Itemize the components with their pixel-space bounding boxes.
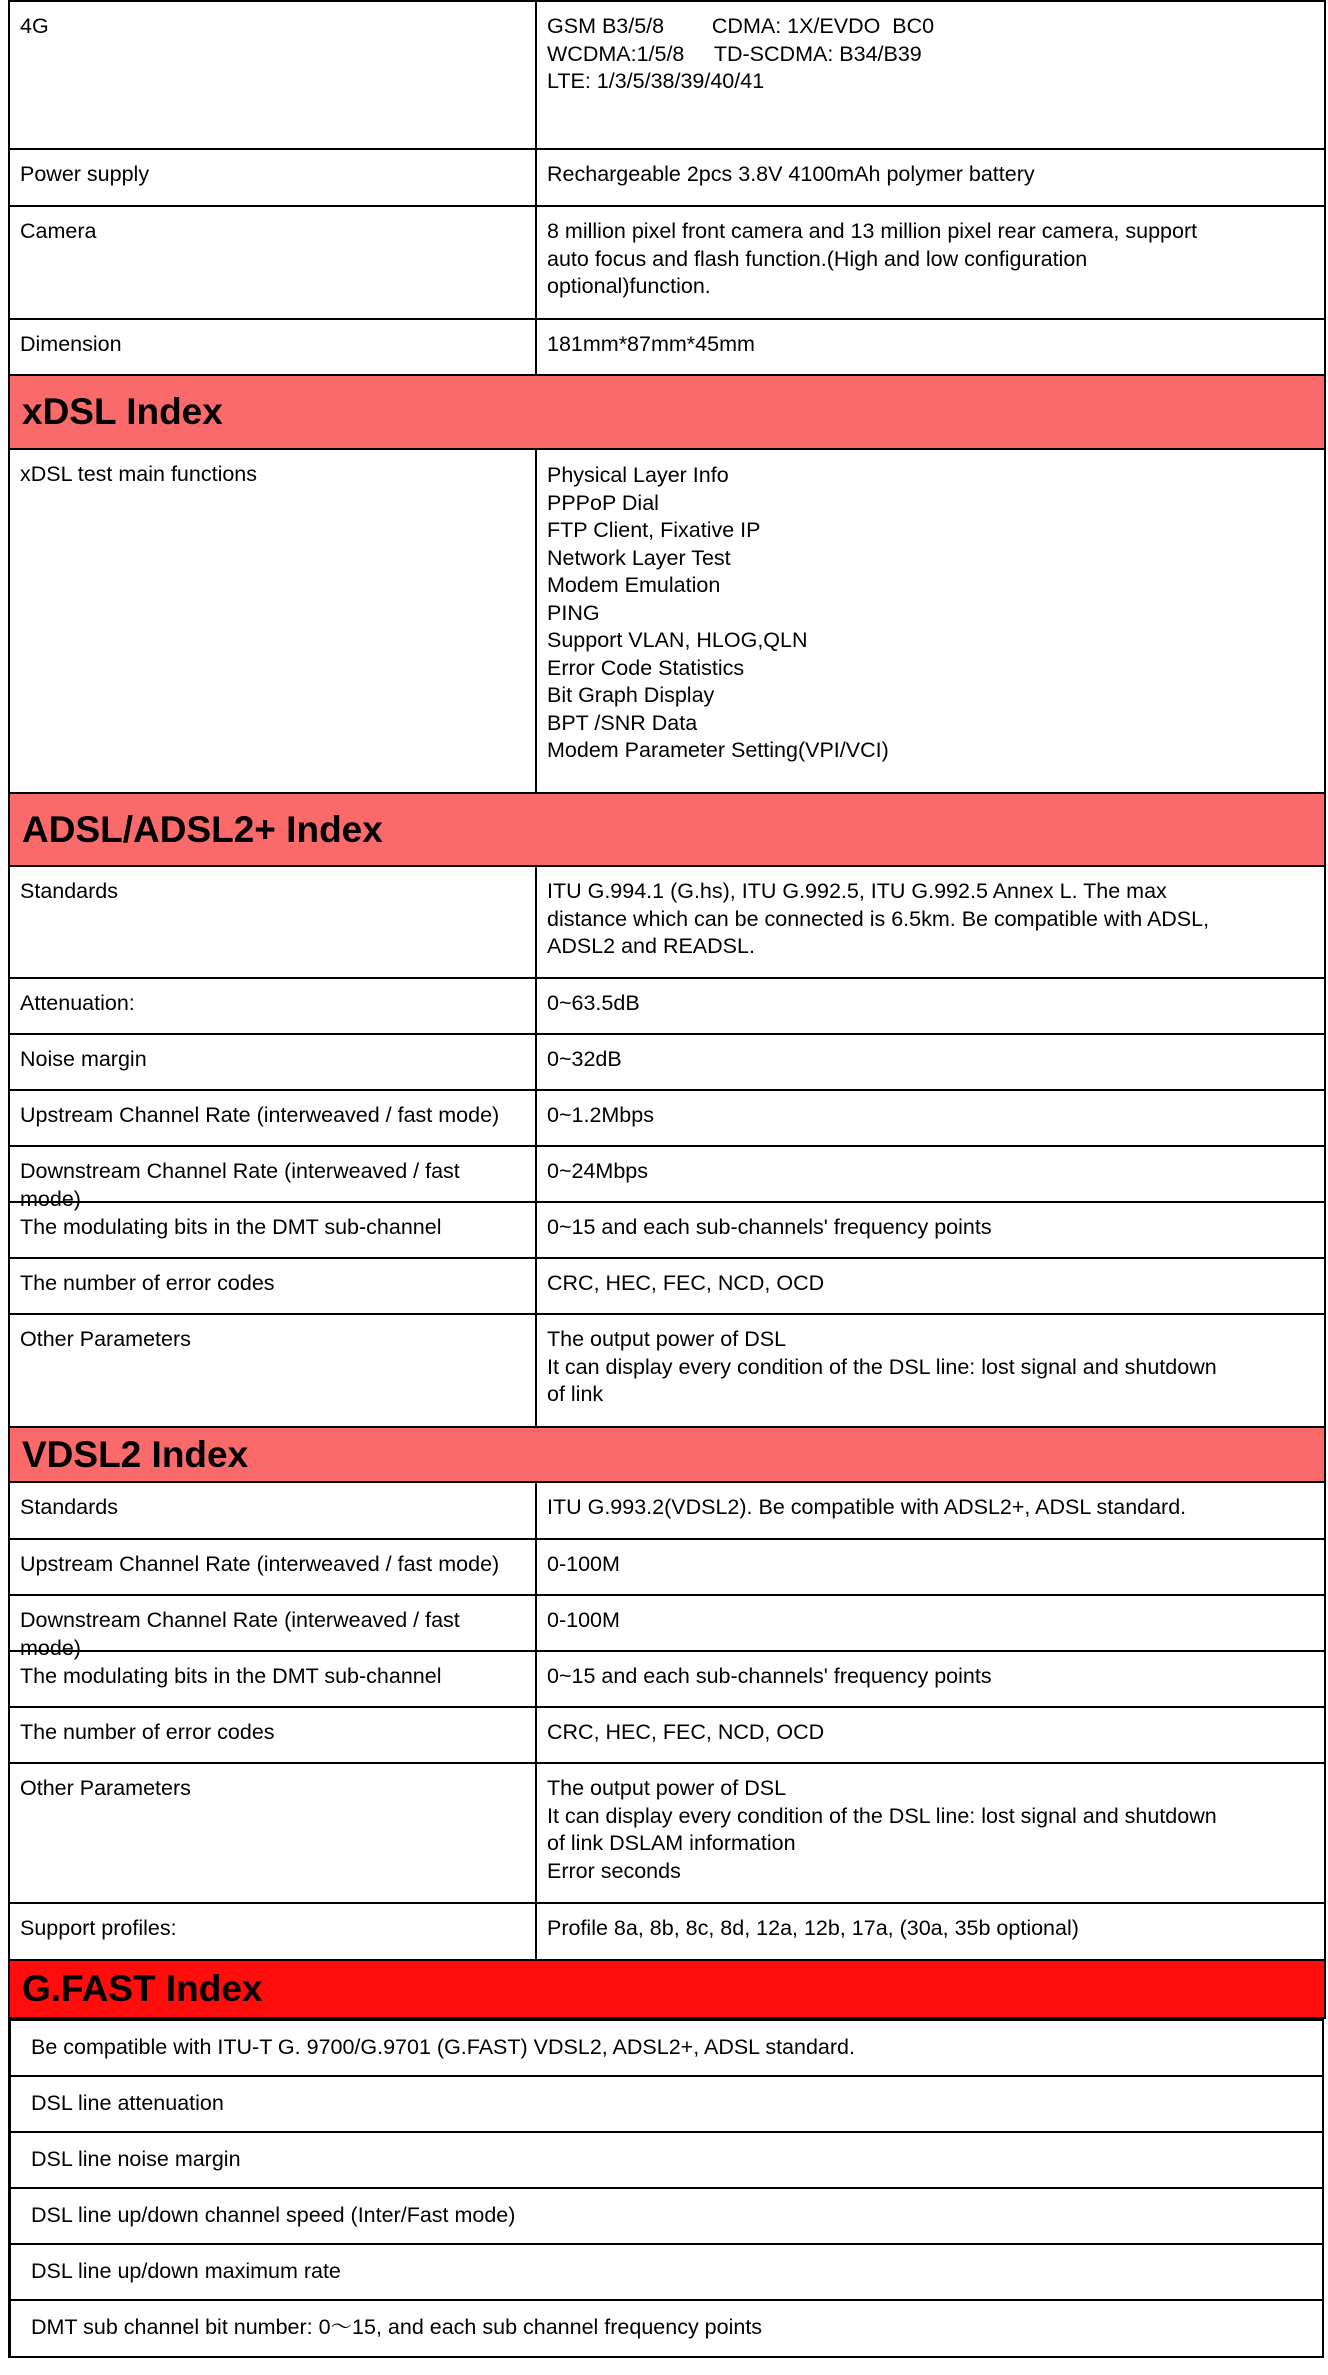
section-title: ADSL/ADSL2+ Index: [9, 793, 1325, 866]
function-item: PING: [547, 600, 600, 625]
value-line: of link: [547, 1382, 604, 1406]
gfast-row: [10, 2244, 1324, 2300]
row-label: xDSL test main functions: [9, 449, 536, 793]
row-label: Noise margin: [9, 1034, 536, 1090]
spec-row-vdsl-profiles: [9, 1903, 1325, 1960]
spec-row-adsl-attenuation: [9, 978, 1325, 1034]
value-line: GSM B3/5/8 CDMA: 1X/EVDO BC0: [547, 14, 935, 38]
value-line: Error seconds: [547, 1858, 681, 1883]
function-item: Modem Emulation: [547, 573, 721, 597]
section-header-gfast: [9, 1960, 1325, 2018]
value-line: auto focus and flash function.(High and low configuration: [547, 246, 1088, 271]
row-label: [9, 1090, 536, 1146]
spec-row-xdsl-functions: [9, 449, 1325, 793]
row-label: Standards: [9, 866, 536, 978]
spec-table: [8, 0, 1326, 2019]
function-item: Error Code Statistics: [547, 655, 745, 680]
row-label: Support profiles:: [9, 1903, 536, 1960]
row-label: The number of error codes: [9, 1258, 536, 1314]
row-label: The modulating bits in the DMT sub-channel: [9, 1202, 536, 1258]
value-line: of link DSLAM information: [547, 1831, 796, 1855]
row-label: The number of error codes: [9, 1707, 536, 1763]
value-line: It can display every condition of the DSL line: lost signal and shutdown: [547, 1354, 1217, 1379]
value-line: LTE: 1/3/5/38/39/40/41: [547, 69, 765, 93]
row-value: 0-100M: [536, 1595, 1325, 1651]
spec-row-vdsl-downstream: [9, 1595, 1325, 1651]
spec-row-vdsl-dmt-bits: [9, 1651, 1325, 1707]
row-label: [9, 1146, 536, 1211]
gfast-table: [8, 2019, 1324, 2358]
row-label: Dimension: [9, 319, 536, 375]
gfast-item: DSL line up/down channel speed (Inter/Fast mode): [10, 2188, 1324, 2244]
function-item: BPT /SNR Data: [547, 710, 698, 735]
row-value: 0~15 and each sub-channels' frequency points: [536, 1202, 1325, 1258]
gfast-item: DSL line noise margin: [10, 2132, 1324, 2188]
row-value: 0~32dB: [536, 1034, 1325, 1090]
label-text: Downstream Channel Rate (interweaved / fast mode): [20, 1608, 460, 1660]
section-header-vdsl2: [9, 1427, 1325, 1482]
section-title: G.FAST Index: [9, 1960, 1325, 2018]
spec-row-vdsl-upstream: [9, 1539, 1325, 1595]
gfast-item: DSL line up/down maximum rate: [10, 2244, 1324, 2300]
gfast-row: [10, 2132, 1324, 2188]
section-header-xdsl: [9, 375, 1325, 449]
row-label: Standards: [9, 1482, 536, 1539]
value-line: It can display every condition of the DSL line: lost signal and shutdown: [547, 1803, 1217, 1828]
function-item: Modem Parameter Setting(VPI/VCI): [547, 738, 889, 762]
row-label: Power supply: [9, 149, 536, 206]
function-item: Network Layer Test: [547, 545, 731, 570]
row-label: [9, 1539, 536, 1595]
function-item: PPPoP Dial: [547, 490, 659, 515]
section-title: xDSL Index: [9, 375, 1325, 449]
gfast-item: Be compatible with ITU-T G. 9700/G.9701 (G.FAST) VDSL2, ADSL2+, ADSL standard.: [10, 2020, 1324, 2076]
gfast-row: [10, 2188, 1324, 2244]
row-label: Attenuation:: [9, 978, 536, 1034]
function-item: Bit Graph Display: [547, 683, 715, 707]
spec-row-adsl-upstream: [9, 1090, 1325, 1146]
value-line: optional)function.: [547, 274, 711, 298]
row-value: [536, 206, 1325, 319]
row-value: [536, 449, 1325, 793]
row-label: [9, 1595, 536, 1660]
row-label: Other Parameters: [9, 1763, 536, 1903]
row-value: 0~63.5dB: [536, 978, 1325, 1034]
spec-row-camera: [9, 206, 1325, 319]
row-value: Profile 8a, 8b, 8c, 8d, 12a, 12b, 17a, (30a, 35b optional): [536, 1903, 1325, 1960]
spec-row-adsl-other: [9, 1314, 1325, 1427]
row-value: [536, 1314, 1325, 1427]
spec-row-adsl-downstream: [9, 1146, 1325, 1202]
row-value: ITU G.993.2(VDSL2). Be compatible with ADSL2+, ADSL standard.: [536, 1482, 1325, 1539]
spec-row-adsl-standards: [9, 866, 1325, 978]
row-label: The modulating bits in the DMT sub-channel: [9, 1651, 536, 1707]
function-item: Support VLAN, HLOG,QLN: [547, 628, 808, 652]
gfast-item: DMT sub channel bit number: 0～15, and each sub channel frequency points: [10, 2300, 1324, 2357]
function-item: Physical Layer Info: [547, 463, 729, 487]
row-value: 0~15 and each sub-channels' frequency points: [536, 1651, 1325, 1707]
value-line: ADSL2 and READSL.: [547, 934, 755, 958]
row-label: Camera: [9, 206, 536, 319]
row-value: CRC, HEC, FEC, NCD, OCD: [536, 1258, 1325, 1314]
row-value: [536, 1763, 1325, 1903]
row-value: 0~24Mbps: [536, 1146, 1325, 1202]
row-value: Rechargeable 2pcs 3.8V 4100mAh polymer battery: [536, 149, 1325, 206]
label-text: Upstream Channel Rate (interweaved / fast mode): [20, 1103, 500, 1127]
value-line: distance which can be connected is 6.5km. Be compatible with ADSL,: [547, 906, 1210, 931]
spec-row-power-supply: [9, 149, 1325, 206]
spec-row-adsl-error-codes: [9, 1258, 1325, 1314]
row-value: [536, 866, 1325, 978]
spec-sheet: [8, 0, 1324, 2358]
spec-row-adsl-noise-margin: [9, 1034, 1325, 1090]
section-title: VDSL2 Index: [9, 1427, 1325, 1482]
value-line: WCDMA:1/5/8 TD-SCDMA: B34/B39: [547, 41, 922, 66]
row-value: 181mm*87mm*45mm: [536, 319, 1325, 375]
gfast-item: DSL line attenuation: [10, 2076, 1324, 2132]
row-label: 4G: [9, 1, 536, 149]
section-header-adsl: [9, 793, 1325, 866]
label-text: Downstream Channel Rate (interweaved / fast mode): [20, 1159, 460, 1211]
function-item: FTP Client, Fixative IP: [547, 518, 761, 542]
spec-row-vdsl-other: [9, 1763, 1325, 1903]
gfast-row: [10, 2300, 1324, 2357]
value-line: ITU G.994.1 (G.hs), ITU G.992.5, ITU G.992.5 Annex L. The max: [547, 879, 1167, 903]
row-value: [536, 1, 1325, 149]
spec-row-4g: [9, 1, 1325, 149]
spec-row-vdsl-error-codes: [9, 1707, 1325, 1763]
value-line: 8 million pixel front camera and 13 million pixel rear camera, support: [547, 219, 1198, 243]
spec-row-adsl-dmt-bits: [9, 1202, 1325, 1258]
row-label: Other Parameters: [9, 1314, 536, 1427]
spec-row-dimension: [9, 319, 1325, 375]
gfast-row: [10, 2076, 1324, 2132]
row-value: 0~1.2Mbps: [536, 1090, 1325, 1146]
row-value: 0-100M: [536, 1539, 1325, 1595]
row-value: CRC, HEC, FEC, NCD, OCD: [536, 1707, 1325, 1763]
gfast-row: [10, 2020, 1324, 2076]
value-line: The output power of DSL: [547, 1776, 787, 1800]
spec-row-vdsl-standards: [9, 1482, 1325, 1539]
label-text: Upstream Channel Rate (interweaved / fast mode): [20, 1552, 500, 1576]
value-line: The output power of DSL: [547, 1327, 787, 1351]
